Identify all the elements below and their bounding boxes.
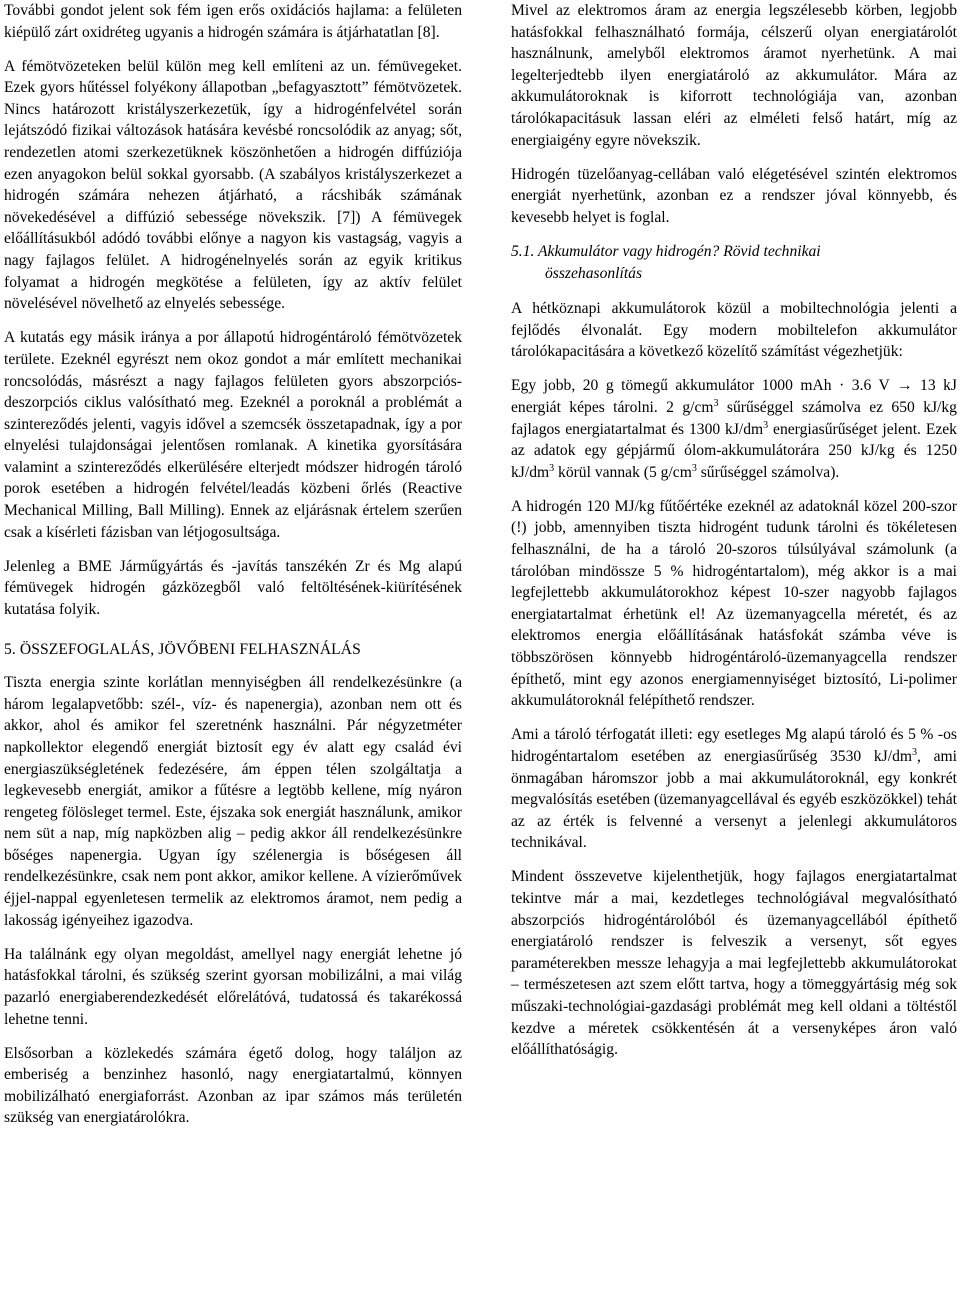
- calc-text-1: Egy jobb, 20 g tömegű akkumulátor 1000 mAh · 3.6 V → 13 kJ energiát képes tárolni. 2 g/cm: [511, 377, 957, 416]
- paragraph-clean-energy: Tiszta energia szinte korlátlan mennyiségben áll rendelkezésünkre (a három legalapvetőbb: szél-, víz- és napenergia), azonban nem ott és akkor, ahol és amikor fel szeretnénk használni. Pár négyzetméter napkollektor elegendő energiát biztosít egy év alatt egy család évi energiaszükségletének fedezésére, ám éppen télen szolgáltatja a legkevesebb energiát, amikor a fűtésre a legtöbb kellene, míg nyáron rengeteg fölösleget termel. Este, éjszaka sok energiát használunk, amikor nem süt a nap, míg napközben alig – pedig akkor áll rendelkezésünkre bőséges napenergia. Ugyan így szélenergia is bőségesen áll rendelkezésünkre, csak nem pont akkor, amikor kellene. A vízierőművek éjjel-nappal egyenletesen termelik az elektromos áramot, nem pedig a lakosság igényeihez igazodva.: [4, 674, 462, 929]
- paragraph-bme-research: Jelenleg a BME Járműgyártás és -javítás tanszékén Zr és Mg alapú fémüvegek hidrogén gázközegből való feltöltésének-kiürítésének kutatása folyik.: [4, 557, 462, 618]
- calc-text-4: körül vannak (5 g/cm: [554, 463, 692, 481]
- calc-sup-3: 3: [549, 462, 555, 474]
- paragraph-oxidation: További gondot jelent sok fém igen erős oxidációs hajlama: a felületen kiépülő zárt oxidréteg ugyanis a hidrogén számára is átjárhatatlan [8].: [4, 2, 462, 41]
- calc-text-2: sűrűséggel számolva ez 650 kJ/kg fajlagos energiatartalmat és 1300 kJ/dm: [511, 399, 957, 438]
- paragraph-storage-solution: Ha találnánk egy olyan megoldást, amellyel nagy energiát lehetne jó hatásfokkal tárolni, és szükség szerint gyorsan mobilizálni, a mai világ pazarló energiaberendezkedését előrelátóvá, tudatossá és takarékossá lehetne tenni.: [4, 945, 462, 1028]
- calc-text-3: energiasűrűséget jelent. Ezek az adatok egy gépjármű ólom-akkumulátorára 250 kJ/kg és 1250 kJ/dm: [511, 420, 957, 481]
- paragraph-powder-alloys: A kutatás egy másik iránya a por állapotú hidrogéntároló fémötvözetek területe. Ezeknél egyrészt nem okoz gondot a már említett mechanikai roncsolódás, másrészt a nagy fajlagos felületen gyors abszorpciós-deszorpciós ciklus valósítható meg. Ezeknél a poroknál a problémát a szintereződés jelenti, vagyis idővel a szemcsék összetapadnak, így a por elnyelési tulajdonságai jelentősen romlanak. A kinetika gyorsítására valamint a szintereződés elkerülésére elterjedt módszer hidrogén tároló porok esetében a hidrogén felvétel/leadás közbeni őrlés (Reactive Mechanical Milling, Ball Milling). Ennek az eljárásnak értelem szerűen csak a kísérleti fázisban van létjogosultsága.: [4, 329, 462, 541]
- paragraph-mobile-battery: A hétköznapi akkumulátorok közül a mobiltechnológia jelenti a fejlődés élvonalát. Egy modern mobiltelefon akkumulátor tárolókapacitására a következő közelítő számítást végezhetjük:: [511, 300, 957, 361]
- volume-sup-1: 3: [912, 746, 917, 758]
- paragraph-hydrogen-heating-value: A hidrogén 120 MJ/kg fűtőértéke ezeknél az adatoknál közel 200-szor (!) jobb, amennyiben tiszta hidrogént tudunk tárolni és tökéletesen felhasználni, de ha a tároló 20-szoros túlsúlyával számolunk (a tárolóban mindössze 5 % hidrogéntartalom), még akkor is a mai legfejlettebb akkumulátorokhoz képest 10-szer nagyobb fajlagos energiatartalmat érhetünk el! Az üzemanyagcella méretét, és az elektromos energia előállításának hatásfokát számba véve is többszörösen könnyebb hidrogéntároló-üzemanyagcella rendszer építhető, mint egy azonos energiamennyiséget biztosító, Li-polimer akkumulátoroknál felépíthető rendszer.: [511, 497, 957, 710]
- paragraph-transport: Elsősorban a közlekedés számára égető dolog, hogy találjon az emberiség a benzinhez hasonló, nagy energiatartalmú, könnyen mobilizálható energiaforrást. Azonban az ipar számos más területén szükség van energiatárolókra.: [4, 1044, 462, 1127]
- right-column: [511, 0, 957, 1073]
- calc-sup-2: 3: [763, 419, 769, 431]
- left-column: [4, 0, 462, 1142]
- calc-sup-4: 3: [691, 462, 697, 474]
- paragraph-battery-calculation: [511, 375, 957, 483]
- calc-sup-1: 3: [713, 398, 719, 409]
- section-heading-summary: 5. ÖSSZEFOGLALÁS, JÖVŐBENI FELHASZNÁLÁS: [4, 640, 361, 658]
- volume-text-1: Ami a tároló térfogatát illeti: egy esetleges Mg alapú tároló és 5 % -os hidrogéntartalom esetében az energiasűrűség 3530 kJ/dm: [511, 726, 957, 765]
- subsection-heading-line1: 5.1. Akkumulátor vagy hidrogén? Rövid technikai: [511, 242, 821, 260]
- paragraph-electric-current: Mivel az elektromos áram az energia legszélesebb körben, legjobb hatásfokkal felhasználható formája, célszerű olyan energiatárolót használnunk, amelyből elektromos áramot nyerhetünk. A mai legelterjedtebb ilyen energiatároló az akkumulátor. Mára az akkumulátoroknak is kiforrott technológiája van, azonban tárolókapacitásuk lassan eléri az elméleti felső határt, míg az energiaigény egyre növekszik.: [511, 2, 957, 149]
- volume-text-2: , ami önmagában háromszor jobb a mai akkumulátoroknál, egy konkrét megvalósítás esetében (üzemanyagcellával és egyéb eszközökkel) tehát az az érték is felvenné a versenyt a jelenlegi akkumulátoros technikával.: [511, 747, 957, 852]
- paragraph-storage-volume: [511, 724, 957, 854]
- paragraph-conclusion: Mindent összevetve kijelenthetjük, hogy fajlagos energiatartalmat tekintve már a mai, kezdetleges technológiával megvalósítható abszorpciós hidrogéntárolóból és üzemanyagcellából építhető energiatároló rendszer is felveszik a versenyt, sőt egyes paraméterekben messze lehagyja a mai legfejlettebb akkumulátorokat – természetesen azt szem előtt tartva, hogy a tömeggyártásig még sok műszaki-technológiai-gazdasági problémát meg kell oldani a töltéstől kezdve a méretek csökkentésén át a versenyképes áron való előállíthatóságig.: [511, 868, 957, 1059]
- paragraph-metallic-glass: A fémötvözeteken belül külön meg kell említeni az un. fémüvegeket. Ezek gyors hűtéssel folyékony állapotban „befagyasztott” fémötvözetek. Nincs határozott kristályszerkezetük, így a hidrogénfelvétel során lejátszódó fizikai változások hatására kevésbé roncsolódik az anyag; sőt, rendezetlen atomi szerkezetüknek köszönhetően a hidrogén diffúziója ezen anyagokon belül sokkal gyorsabb. (A szabályos kristályszerkezet a hidrogén számára nehezen átjárható, a rácshibák számának növekedésével a diffúzió sebessége növekszik. [7]) A fémüvegek előállításukból adódó további előnye a nagyon kis vastagság, vagyis a nagy fajlagos felület. A hidrogénelnyelés során az egyik kritikus folyamat a hidrogén megkötése a felületen, így az aktív felület növelésével növelhető az elnyelés sebessége.: [4, 57, 462, 313]
- paragraph-fuel-cell: Hidrogén tüzelőanyag-cellában való elégetésével szintén elektromos energiát nyerhetünk, azonban ez a rendszer jóval könnyebb, és kevesebb helyet is foglal.: [511, 165, 957, 226]
- subsection-heading-line2: összehasonlítás: [545, 264, 643, 282]
- subsection-heading: [511, 241, 957, 284]
- calc-text-5: sűrűséggel számolva).: [696, 463, 840, 481]
